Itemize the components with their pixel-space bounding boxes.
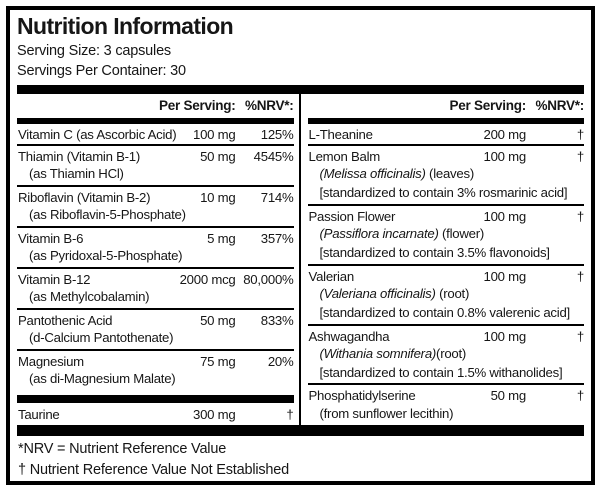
nutrient-amount: 5 mg [207,230,236,246]
standardization-note: [standardized to contain 1.5% withanolides] [319,364,563,380]
nutrient-name: Vitamin B-12 [18,271,91,287]
nutrient-name: Lemon Balm [308,148,381,164]
label-title: Nutrition Information [17,13,234,39]
nutrient-amount: 75 mg [200,353,236,369]
nutrient-name: L-Theanine [308,126,373,142]
nutrient-nrv: † [576,328,584,344]
column-right [301,94,585,425]
nutrient-nrv: † [576,388,584,404]
nutrient-nrv: † [576,268,584,284]
nutrient-nrv: 357% [260,230,294,246]
nutrient-subname [308,226,585,245]
nutrient-subname [308,286,585,305]
nutrient-name: Thiamin (Vitamin B-1) [18,148,141,164]
nutrient-amount: 200 mg [483,126,526,142]
nutrient-subname: (as Thiamin HCl) [29,165,124,181]
nutrient-row [308,266,585,324]
latin-name: (Withania somnifera) [319,345,437,361]
servings-per-container: Servings Per Container: 30 [17,63,186,79]
nutrient-nrv: † [576,208,584,224]
nutrient-subname: (from sunflower lecithin) [319,405,454,421]
plant-part: (root) [436,345,467,361]
nutrient-amount: 100 mg [483,208,526,224]
nutrient-row [308,124,585,144]
nutrition-label [6,6,595,485]
latin-name: (Melissa officinalis) [319,165,426,181]
nutrient-row [308,385,585,424]
columns-container [17,94,584,425]
nutrient-name: Taurine [18,407,60,423]
latin-name: (Valeriana officinalis) [319,285,436,301]
nutrient-name: Passion Flower [308,208,396,224]
standardization-note: [standardized to contain 3% rosmarinic acid] [319,184,568,200]
nutrient-amount: 100 mg [193,126,236,142]
top-section-bar [17,85,584,94]
nutrient-row [17,404,294,424]
nutrient-row [17,269,294,308]
nutrient-nrv: † [576,126,584,142]
nutrient-amount: 300 mg [193,407,236,423]
nutrient-subname: (d-Calcium Pantothenate) [29,330,174,346]
per-serving-label: Per Serving: [449,98,526,113]
nutrient-row [17,310,294,349]
nutrient-subname: (as di-Magnesium Malate) [29,371,176,387]
nutrient-subname: (as Riboflavin-5-Phosphate) [29,206,186,222]
nutrient-row [17,228,294,267]
nutrient-name: Magnesium [18,353,84,369]
nutrient-row [17,351,294,390]
nutrient-name: Ashwagandha [308,328,390,344]
footnotes [17,436,584,481]
nutrient-subname: (as Pyridoxal-5-Phosphate) [29,247,183,263]
nrv-header-label: %NRV*: [244,98,294,113]
standardization-note: [standardized to contain 0.8% valerenic acid] [319,304,570,320]
nutrient-subname [308,346,585,365]
column-left [17,94,299,425]
nutrient-name: Vitamin B-6 [18,230,84,246]
serving-size: Serving Size: 3 capsules [17,43,171,59]
nutrient-amount: 50 mg [200,312,236,328]
nutrient-nrv: 833% [260,312,294,328]
nutrient-amount: 100 mg [483,268,526,284]
nutrient-row [17,124,294,144]
nutrient-name: Riboflavin (Vitamin B-2) [18,189,151,205]
plant-part: (root) [435,285,470,301]
nutrient-nrv: 714% [260,189,294,205]
footnote-nrv: *NRV = Nutrient Reference Value [18,440,227,457]
nutrient-name: Pantothenic Acid [18,312,113,328]
nutrient-name: Vitamin C (as Ascorbic Acid) [18,126,177,142]
taurine-section [17,393,294,424]
nutrient-name: Phosphatidylserine [308,388,416,404]
nutrient-row [17,187,294,226]
nutrient-nrv: 4545% [253,148,294,164]
nutrient-amount: 2000 mcg [179,271,236,287]
nutrient-subname: (as Methylcobalamin) [29,289,150,304]
nutrient-row [308,326,585,384]
latin-name: (Passiflora incarnate) [319,225,439,241]
nutrient-subname [308,166,585,185]
nutrient-nrv: 20% [267,353,294,369]
nutrient-nrv: 125% [260,126,294,142]
nutrient-amount: 100 mg [483,148,526,164]
nrv-header-label: %NRV*: [535,98,584,113]
column-header-left [17,94,294,117]
footnote-dagger: † Nutrient Reference Value Not Established [18,461,290,478]
bottom-section-bar [17,425,584,436]
nutrient-row [17,146,294,185]
nutrient-nrv: † [576,148,584,164]
left-column-section-bar [17,395,294,403]
plant-part: (flower) [438,225,484,241]
nutrient-nrv: 80,000% [243,271,294,287]
nutrient-row [308,206,585,264]
nutrient-row [308,146,585,204]
nutrient-amount: 50 mg [200,148,236,164]
nutrient-nrv: † [286,407,294,423]
nutrient-amount: 10 mg [200,189,236,205]
nutrient-amount: 100 mg [483,328,526,344]
standardization-note: [standardized to contain 3.5% flavonoids] [319,244,550,260]
nutrient-name: Valerian [308,268,354,284]
per-serving-label: Per Serving: [158,98,236,113]
plant-part: (leaves) [425,165,474,181]
nutrient-amount: 50 mg [490,388,526,404]
column-header-right [308,94,585,117]
